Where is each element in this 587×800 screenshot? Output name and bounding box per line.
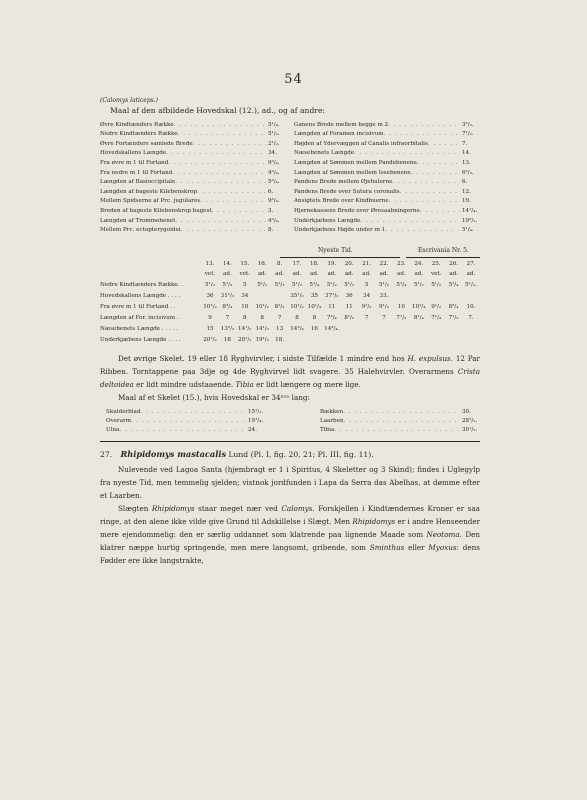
- measure-label: Fra nedre m 1 til Fortand: [100, 169, 173, 176]
- table-cell: 7¹/₄: [431, 314, 442, 321]
- genus-paragraph: Slægten Rhipidomys staar meget nær ved Calomys. Forskjellen i Kindtændernes Kroner er saa ringe, at den alene ikke vilde give Grund til Adskillelse i Slægt. Men Rhipidomys er i andre Henseender mere ejendommelig: den er særlig uddannet som klatrende paa lignende Maade som Neotoma. Den klatrer næppe hurtig springende, men mere langsomt, gribende, som Sminthus eller Myoxus: dens Fødder ere ikke langstrakte,: [100, 503, 481, 565]
- measure-value: 2¹/₂.: [268, 140, 280, 147]
- group-rule-nyeste: [280, 257, 400, 258]
- measure-value: 5¹/₄.: [268, 121, 280, 128]
- column-age: ad.: [362, 270, 371, 277]
- measure-label: Fra øvre m 1 til Fortand: [100, 159, 169, 166]
- table-cell: 11: [345, 303, 353, 310]
- leader-dots: [166, 149, 266, 159]
- measure-row: [294, 217, 480, 227]
- row-label: Næsebenets Længde . . . . .: [100, 325, 178, 332]
- table-cell: 9: [208, 314, 212, 321]
- leader-dots: [384, 130, 460, 140]
- leader-dots: [172, 169, 266, 179]
- row-label: Hovedskallens Længde . . . .: [100, 292, 181, 299]
- table-cell: 8: [243, 314, 247, 321]
- measure-value: 8.: [268, 227, 274, 234]
- skeleton-measures: [100, 408, 480, 435]
- row-label: Længden af For. incisivum .: [100, 314, 179, 321]
- measure-row: [100, 207, 286, 217]
- column-number: 20.: [344, 260, 354, 267]
- measure-label: Længden af Sømmen mellem Issebenene: [294, 169, 411, 176]
- column-age: ad.: [257, 270, 267, 277]
- leader-dots: [417, 159, 460, 169]
- measure-label: Underkjæbens Højde under m 1: [294, 227, 386, 234]
- measure-label: Hovedskallens Længde: [100, 150, 167, 157]
- page-number: 54: [284, 72, 303, 87]
- table-cell: 9¹/₂: [379, 303, 389, 310]
- measure-row: [294, 178, 480, 188]
- skeleton-left-column: [106, 408, 266, 435]
- leader-dots: [392, 178, 460, 188]
- group-header-escrivania: Escrivania Nr. 5.: [418, 246, 469, 254]
- measure-label: Ganens Brede mellem begge m 2: [294, 121, 389, 128]
- measure-row: [294, 130, 480, 140]
- table-cell: 8: [295, 314, 299, 321]
- table-cell: 8³/₄: [448, 303, 459, 310]
- measure-row: [320, 426, 480, 435]
- column-age: ad.: [414, 270, 424, 277]
- leader-dots: [428, 140, 460, 150]
- table-cell: 9¹/₂: [361, 303, 372, 310]
- table-cell: 5¹/₄: [396, 281, 407, 288]
- measure-row: [294, 197, 480, 207]
- leader-dots: [197, 188, 266, 198]
- measure-value: 34.: [268, 150, 277, 157]
- measure-row: [106, 426, 266, 435]
- measure-row: [294, 140, 480, 150]
- measure-value: 14¹/₄.: [462, 207, 478, 214]
- measure-value: 5¹/₂.: [268, 131, 280, 138]
- measure-value: 4³/₄.: [268, 169, 280, 176]
- table-cell: 5¹/₄: [448, 281, 459, 288]
- table-cell: 8: [260, 314, 264, 321]
- column-number: 18.: [309, 260, 319, 267]
- table-cell: 10¹/₂: [255, 303, 269, 310]
- leader-dots: [354, 149, 460, 159]
- measure-row: [320, 408, 480, 417]
- measure-value: 19³/₂.: [462, 217, 478, 224]
- measure-row: [106, 417, 266, 426]
- column-number: 26.: [449, 260, 459, 267]
- table-cell: 5¹/₂: [379, 281, 389, 288]
- measure-row: [294, 226, 480, 236]
- table-cell: 5¹/₂: [222, 281, 233, 288]
- leader-dots: [175, 178, 266, 188]
- measure-label: Ulna: [106, 426, 120, 433]
- table-cell: 5¹/₂: [257, 281, 268, 288]
- measure-row: [100, 159, 286, 169]
- leader-dots: [420, 207, 460, 217]
- measure-label: Mellem Prc. ectopterygoidei: [100, 227, 181, 234]
- measure-row: [100, 178, 286, 188]
- measure-value: 13.: [462, 159, 471, 166]
- measure-row: [100, 130, 286, 140]
- row-label: Fra øvre m 1 til Fortand . .: [100, 303, 176, 310]
- measure-row: [294, 121, 480, 131]
- skeleton-measure-heading: Maal af et Skelet (15.), hvis Hovedskal er 34ᵐᵐ lang:: [118, 392, 310, 402]
- table-cell: 14¹/₂: [238, 325, 252, 332]
- table-cell: 5¹/₄: [309, 281, 320, 288]
- column-number: 24.: [414, 260, 424, 267]
- column-age: vet.: [204, 270, 216, 277]
- table-cell: 7.: [468, 314, 474, 321]
- measure-label: Længden af Foramen incisivum: [294, 131, 384, 138]
- measure-label: Skulderblad: [106, 408, 141, 415]
- measure-value: 9³/₄.: [268, 159, 280, 166]
- leader-dots: [411, 169, 460, 179]
- table-cell: 8: [312, 314, 317, 321]
- table-cell: 20¹/₂: [203, 336, 217, 343]
- table-cell: 7: [225, 314, 230, 321]
- leader-dots: [344, 417, 460, 426]
- leader-dots: [212, 207, 266, 217]
- table-cell: 19¹/₂: [255, 336, 269, 343]
- table-cell: 5¹/₂: [431, 281, 442, 288]
- measure-row: [100, 121, 286, 131]
- measure-title: Maal af den afbildede Hovedskal (12.), ad., og af andre:: [110, 106, 325, 115]
- measure-row: [100, 197, 286, 207]
- table-cell: 9¹/₂: [431, 303, 442, 310]
- leader-dots: [400, 188, 460, 198]
- table-cell: 10.: [466, 303, 476, 310]
- measure-label: Ansigtets Brede over Kindbuerne: [294, 198, 389, 205]
- measure-heading: [100, 98, 480, 115]
- leader-dots: [389, 197, 460, 207]
- table-cell: 14¹/₂: [255, 325, 269, 332]
- comparison-table: [100, 248, 480, 352]
- column-age: ad.: [344, 270, 354, 277]
- measure-value: 6²/₃.: [462, 169, 474, 176]
- column-age: vet.: [430, 270, 442, 277]
- column-age: ad.: [466, 270, 476, 277]
- measure-row: [100, 149, 286, 159]
- measure-label: Mellem Spidserne af Prc. jugulares: [100, 198, 201, 205]
- table-cell: 7: [277, 314, 282, 321]
- column-age: ad.: [292, 270, 302, 277]
- measure-label: Overarm: [106, 417, 132, 424]
- species-reference: Lund (Pl. I, fig. 20, 21; Pl. III, fig. 11).: [228, 449, 374, 459]
- table-cell: 18.: [275, 336, 285, 343]
- table-cell: 10: [241, 303, 249, 310]
- table-cell: 7¹/₂: [448, 314, 459, 321]
- column-number: 17.: [292, 260, 302, 267]
- measure-row: [294, 159, 480, 169]
- table-cell: 5¹/₂: [274, 281, 285, 288]
- table-cell: 31¹/₂: [220, 292, 235, 299]
- measure-value: 5¹/₄.: [462, 227, 474, 234]
- table-cell: 8¹/₂: [274, 303, 285, 310]
- measure-label: Laarben: [320, 417, 344, 424]
- measure-row: [294, 207, 480, 217]
- measure-value: 19¹/₄.: [248, 417, 264, 424]
- table-cell: 10¹/₄: [307, 303, 322, 310]
- column-age: ad.: [327, 270, 337, 277]
- column-age: ad.: [310, 270, 319, 277]
- leader-dots: [388, 121, 460, 131]
- table-cell: 13²/₃: [220, 325, 235, 332]
- measure-row: [294, 149, 480, 159]
- column-number: 16.: [257, 260, 267, 267]
- table-cell: 5¹/₂: [344, 281, 355, 288]
- table-cell: 5: [364, 281, 369, 288]
- measure-label: Længden af Sømmen mellem Pandebenene: [294, 159, 417, 166]
- distribution-paragraph: Nulevende ved Lagoa Santa (hjembragt er 1 i Spiritus, 4 Skeletter og 3 Skind); findes i Uglegylp fra nyeste Tid, men temmelig sjelden; vistnok jordfunden i Lapa da Serra das Abelhas, at dømme efter et Laarben.: [100, 464, 480, 500]
- measure-row: [100, 226, 286, 236]
- table-cell: 35: [310, 292, 318, 299]
- measure-label: Breden af bageste Kilebenskrop bagest: [100, 207, 212, 214]
- column-age: ad.: [275, 270, 284, 277]
- measure-row: [100, 188, 286, 198]
- measure-label: Pandens Brede mellem Øjehulerne: [294, 179, 393, 186]
- measure-value: 30.: [462, 408, 471, 415]
- column-number: 21.: [362, 260, 372, 267]
- table-cell: 15: [206, 325, 214, 332]
- measure-label: Længden af bageste Kilebenskrop: [100, 188, 198, 195]
- group-header-nyeste: Nyeste Tid.: [318, 246, 353, 254]
- table-cell: 10¹/₂: [203, 303, 217, 310]
- table-cell: 5¹/₂: [292, 281, 302, 288]
- table-cell: 34: [363, 292, 371, 299]
- table-cell: 5¹/₂: [205, 281, 215, 288]
- table-cell: 10¹/₂: [290, 303, 304, 310]
- measure-label: Nedre Kindtænders Række: [100, 131, 178, 138]
- species-name: Rhipidomys mastacalis: [120, 448, 227, 459]
- measure-label: Længden af Trommebenet: [100, 217, 176, 224]
- right-measure-column: [294, 121, 480, 236]
- section-divider: [100, 441, 480, 442]
- leader-dots: [174, 121, 266, 131]
- table-cell: 14³/₄.: [324, 325, 340, 332]
- leader-dots: [200, 197, 266, 207]
- measure-label: Længden af Basioccipitale: [100, 179, 176, 186]
- leader-dots: [193, 140, 266, 150]
- measure-label: Underkjæbens Længde: [294, 217, 361, 224]
- left-measure-column: [100, 121, 286, 236]
- leader-dots: [343, 408, 460, 417]
- column-number: 25.: [431, 260, 441, 267]
- column-number: 23.: [396, 260, 406, 267]
- species-number: 27.: [100, 449, 113, 459]
- column-age: ad.: [223, 270, 232, 277]
- table-cell: 7¹/₂: [396, 314, 407, 321]
- measure-subtitle: (Calomys laticeps.): [100, 97, 159, 104]
- leader-dots: [385, 226, 460, 236]
- table-cell: 35¹/₂: [290, 292, 304, 299]
- measure-value: 4³/₄.: [268, 217, 280, 224]
- column-age: ad.: [449, 270, 458, 277]
- measure-value: 14.: [462, 150, 471, 157]
- measure-label: Pandens Brede over Sutura coronalis: [294, 188, 400, 195]
- measure-value: 30¹/₂.: [462, 426, 478, 433]
- measure-label: Hjernekassens Brede over Øresaabningerne: [294, 207, 420, 214]
- table-cell: 20¹/₂: [238, 336, 252, 343]
- measure-value: 9³/₄.: [268, 198, 280, 205]
- measure-value: 28¹/₂.: [462, 417, 478, 424]
- table-cell: 33.: [379, 292, 389, 299]
- measure-value: 19.: [462, 198, 471, 205]
- column-number: 19.: [327, 260, 337, 267]
- column-age: ad.: [397, 270, 406, 277]
- table-cell: 5¹/₂: [326, 281, 337, 288]
- skeleton-paragraph: Det øvrige Skelet. 19 eller 18 Ryghvirvler, i sidste Tilfælde 1 mindre end hos H. expulsus. 12 Par Ribben. Torntappene paa 3dje og 4de Ryghvirvel lidt svagere. 35 Halehvirvler. Overarmens Crista deltoidea er lidt mindre udstaaende. Tibia er lidt længere og mere lige.: [100, 353, 480, 389]
- table-cell: 18: [223, 336, 231, 343]
- measure-value: 12.: [462, 188, 471, 195]
- table-cell: 10: [397, 303, 405, 310]
- leader-dots: [168, 159, 266, 169]
- leader-dots: [131, 417, 246, 426]
- column-number: 22.: [379, 260, 389, 267]
- measure-value: 5³/₄.: [268, 179, 280, 186]
- table-cell: 5¹/₂: [413, 281, 424, 288]
- measure-label: Højden af Ydervæggen af Canalis infraorbitalis: [294, 140, 428, 147]
- measure-row: [294, 188, 480, 198]
- column-number: 13.: [205, 260, 215, 267]
- measure-row: [100, 169, 286, 179]
- measure-value: 3.: [268, 207, 274, 214]
- table-cell: 7: [382, 314, 386, 321]
- species-heading: [100, 448, 480, 461]
- measure-label: Tibia: [320, 426, 335, 433]
- table-cell: 5¹/₂.: [465, 281, 477, 288]
- table-cell: 7: [364, 314, 369, 321]
- measure-value: 24.: [248, 426, 257, 433]
- table-cell: 8³/₄: [222, 303, 233, 310]
- leader-dots: [178, 130, 266, 140]
- measure-value: 6.: [462, 179, 468, 186]
- table-cell: 16: [310, 325, 318, 332]
- leader-dots: [119, 426, 246, 435]
- measure-row: [100, 217, 286, 227]
- measure-value: 15¹/₂.: [248, 408, 264, 415]
- measure-label: Øvre Kindtænders Række: [100, 121, 174, 128]
- measure-row: [320, 417, 480, 426]
- measure-row: [106, 408, 266, 417]
- column-number: 14.: [222, 260, 232, 267]
- measure-label: Næsebenets Længde: [294, 150, 355, 157]
- leader-dots: [360, 217, 460, 227]
- table-cell: 8¹/₄: [413, 314, 424, 321]
- row-label: Underkjæbens Længde . . . .: [100, 336, 181, 343]
- measure-value: 7.: [462, 140, 468, 147]
- skull-measures: [100, 121, 480, 236]
- page-content: [100, 98, 480, 567]
- group-rule-escrivania: [406, 257, 480, 258]
- table-cell: 10¹/₄: [412, 303, 426, 310]
- measure-value: 3²/₃.: [462, 121, 474, 128]
- table-cell: 36: [345, 292, 353, 299]
- row-label: Nedre Kindtænders Række. .: [100, 281, 184, 288]
- table-cell: 5: [243, 281, 247, 288]
- table-cell: 13: [276, 325, 284, 332]
- leader-dots: [140, 408, 246, 417]
- measure-label: Bækken: [320, 408, 344, 415]
- measure-row: [294, 169, 480, 179]
- measure-value: 7¹/₂.: [462, 131, 474, 138]
- leader-dots: [181, 226, 266, 236]
- table-cell: 37¹/₂: [325, 292, 339, 299]
- table-cell: 7³/₄: [326, 314, 337, 321]
- column-age: ad.: [379, 270, 389, 277]
- column-number: 15.: [240, 260, 250, 267]
- table-cell: 11: [328, 303, 336, 310]
- column-age: vet.: [239, 270, 251, 277]
- table-cell: 36: [206, 292, 214, 299]
- skeleton-right-column: [320, 408, 480, 435]
- measure-label: Øvre Fortænders samlede Brede: [100, 140, 193, 147]
- table-cell: 14³/₄: [290, 325, 304, 332]
- table-cell: 8¹/₂: [344, 314, 355, 321]
- column-number: 8.: [276, 260, 283, 267]
- table-cell: 34: [241, 292, 249, 299]
- measure-row: [100, 140, 286, 150]
- leader-dots: [175, 217, 266, 227]
- column-number: 27.: [466, 260, 476, 267]
- leader-dots: [334, 426, 460, 435]
- measure-value: 6.: [268, 188, 274, 195]
